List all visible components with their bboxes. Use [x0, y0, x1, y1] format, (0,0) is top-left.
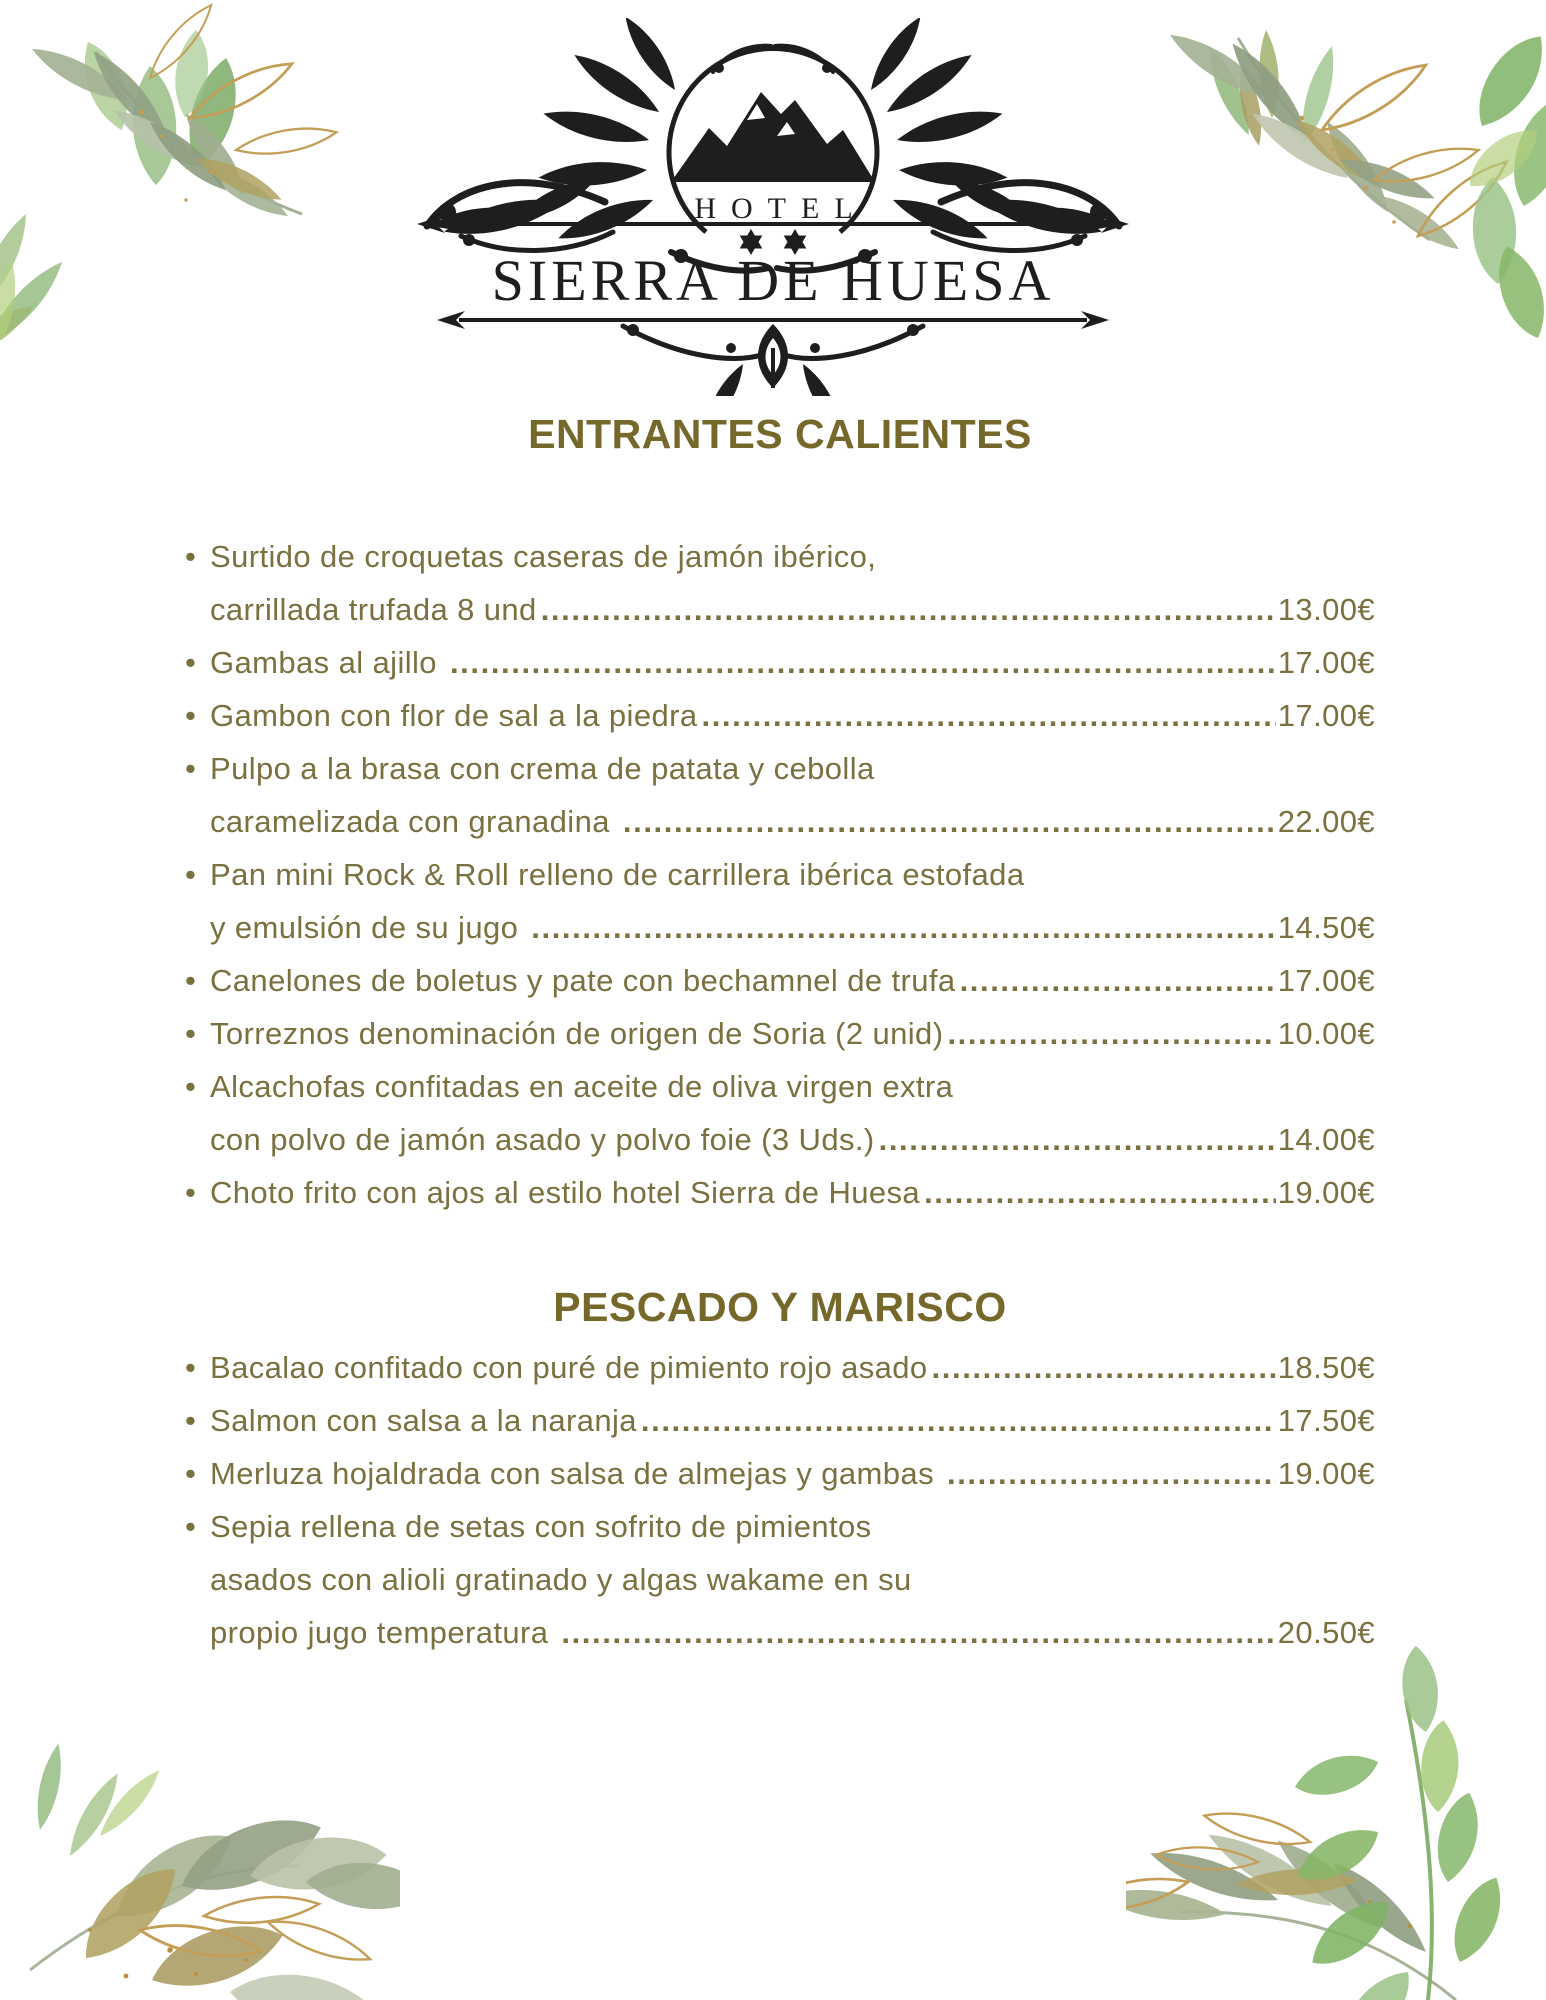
dotted-leader — [541, 583, 1276, 636]
dish-name: • Choto frito con ajos al estilo hotel Sierra de Huesa — [210, 1175, 921, 1210]
dish-name: caramelizada con granadina — [210, 804, 619, 839]
dish-name: y emulsión de su jugo — [210, 910, 528, 945]
menu-item-line — [210, 636, 1375, 689]
menu-item-line — [210, 1060, 1375, 1113]
dotted-leader — [641, 1394, 1276, 1447]
logo-bottom-flourish — [623, 324, 923, 396]
dish-name: • Salmon con salsa a la naranja — [210, 1403, 637, 1438]
menu-item-line — [210, 1447, 1375, 1500]
menu-item-line — [210, 901, 1375, 954]
menu-item — [185, 848, 1375, 954]
menu-item-line — [210, 583, 1375, 636]
price: 18.50€ — [1277, 1350, 1375, 1385]
price: 14.00€ — [1277, 1122, 1375, 1157]
section-items — [185, 530, 1375, 1219]
dotted-leader — [531, 901, 1276, 954]
logo-hotel-label: HOTEL — [694, 192, 868, 225]
dish-name: • Pan mini Rock & Roll relleno de carrillera ibérica estofada — [210, 857, 1025, 892]
section-title: PESCADO Y MARISCO — [553, 1284, 1007, 1330]
section-items — [185, 1341, 1375, 1659]
price: 10.00€ — [1277, 1016, 1375, 1051]
price: 22.00€ — [1277, 804, 1375, 839]
price: 19.00€ — [1277, 1456, 1375, 1491]
menu-item — [185, 689, 1375, 742]
menu-item-line — [210, 1341, 1375, 1394]
price: 19.00€ — [1277, 1175, 1375, 1210]
dish-name: • Torreznos denominación de origen de Soria (2 unid) — [210, 1016, 944, 1051]
dish-name: • Canelones de boletus y pate con bechamnel de trufa — [210, 963, 956, 998]
dish-name: • Gambas al ajillo — [210, 645, 446, 680]
hotel-logo — [413, 0, 1133, 396]
dish-name: • Sepia rellena de setas con sofrito de pimientos — [210, 1509, 872, 1544]
menu-item-line — [210, 1166, 1375, 1219]
corner-foliage-top-right — [1126, 0, 1546, 360]
menu-item-line — [210, 530, 1375, 583]
menu-item-line — [210, 848, 1375, 901]
price: 17.50€ — [1277, 1403, 1375, 1438]
menu-section — [185, 410, 1375, 1219]
menu-item — [185, 742, 1375, 848]
dotted-leader — [702, 689, 1276, 742]
menu-item — [185, 1447, 1375, 1500]
dish-name: carrillada trufada 8 und — [210, 592, 537, 627]
dish-name: • Pulpo a la brasa con crema de patata y cebolla — [210, 751, 875, 786]
menu-item — [185, 1341, 1375, 1394]
price: 20.50€ — [1277, 1615, 1375, 1650]
dotted-leader — [960, 954, 1276, 1007]
corner-foliage-top-left — [0, 0, 340, 340]
dotted-leader — [623, 795, 1276, 848]
menu — [185, 410, 1375, 1659]
logo-name: SIERRA DE HUESA — [491, 248, 1055, 313]
menu-item-line — [210, 1606, 1375, 1659]
price: 17.00€ — [1277, 963, 1375, 998]
price: 13.00€ — [1277, 592, 1375, 627]
menu-item-line — [210, 795, 1375, 848]
menu-item — [185, 530, 1375, 636]
menu-item-line — [210, 1007, 1375, 1060]
menu-item — [185, 1060, 1375, 1166]
menu-item — [185, 1500, 1375, 1659]
menu-item-line — [210, 1394, 1375, 1447]
menu-item — [185, 1394, 1375, 1447]
menu-item-line — [210, 689, 1375, 742]
price: 17.00€ — [1277, 698, 1375, 733]
dish-name: • Bacalao confitado con puré de pimiento rojo asado — [210, 1350, 928, 1385]
menu-item — [185, 636, 1375, 689]
dotted-leader — [947, 1447, 1276, 1500]
menu-item-line — [210, 1113, 1375, 1166]
dish-name: • Merluza hojaldrada con salsa de almejas y gambas — [210, 1456, 943, 1491]
dotted-leader — [450, 636, 1276, 689]
dish-name: con polvo de jamón asado y polvo foie (3 Uds.) — [210, 1122, 875, 1157]
menu-item — [185, 954, 1375, 1007]
price: 14.50€ — [1277, 910, 1375, 945]
section-title: ENTRANTES CALIENTES — [528, 411, 1032, 457]
menu-item-line — [210, 742, 1375, 795]
dish-name: • Gambon con flor de sal a la piedra — [210, 698, 698, 733]
dish-name: propio jugo temperatura — [210, 1615, 558, 1650]
menu-section — [185, 1283, 1375, 1659]
menu-item — [185, 1007, 1375, 1060]
menu-item-line — [210, 954, 1375, 1007]
price: 17.00€ — [1277, 645, 1375, 680]
mountain-icon — [671, 92, 875, 182]
dotted-leader — [561, 1606, 1275, 1659]
dotted-leader — [879, 1113, 1276, 1166]
menu-item-line — [210, 1500, 1375, 1553]
dotted-leader — [932, 1341, 1276, 1394]
menu-item — [185, 1166, 1375, 1219]
dish-name: asados con alioli gratinado y algas wakame en su — [210, 1562, 912, 1597]
dish-name: • Alcachofas confitadas en aceite de oliva virgen extra — [210, 1069, 954, 1104]
menu-item-line — [210, 1553, 1375, 1606]
dotted-leader — [947, 1007, 1275, 1060]
dish-name: • Surtido de croquetas caseras de jamón ibérico, — [210, 539, 877, 574]
dotted-leader — [924, 1166, 1276, 1219]
